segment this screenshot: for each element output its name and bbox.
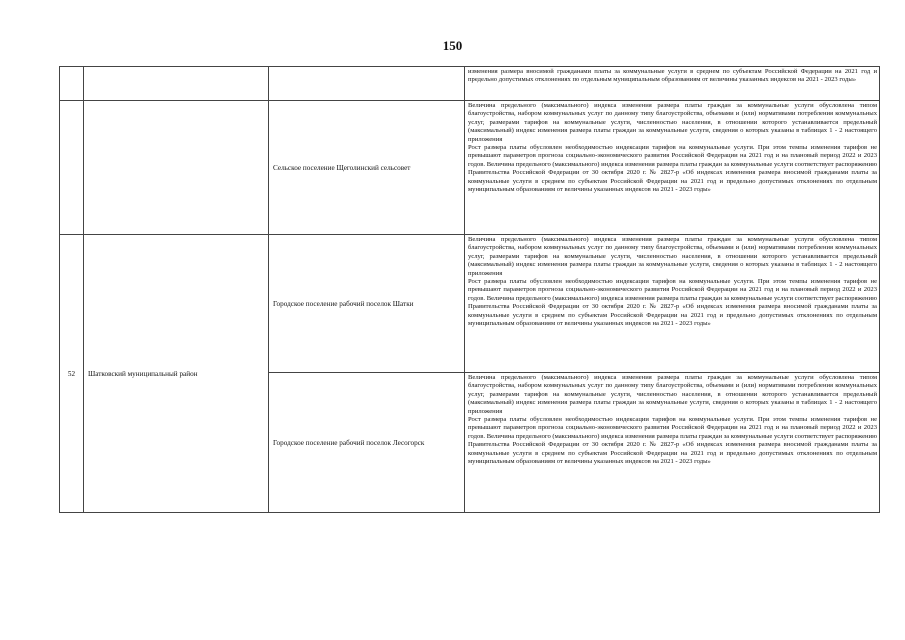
municipality-cell: [84, 101, 269, 235]
settlement-cell: Городское поселение рабочий поселок Шатки: [269, 235, 465, 373]
justification-cell: [465, 235, 880, 373]
page-number: 150: [442, 38, 463, 53]
justification-paragraph: Величина предельного (максимального) индекса изменения размера платы граждан за коммунальные услуги обусловлена типом благоустройства, набором коммунальных услуг по данному типу благоустройства, объемами и (или) нормативами потребления коммунальных услуг, размерами тарифов на коммунальные услуги, численностью населения, в отношении которого устанавливается предельный (максимальный) индекс изменения размера платы граждан за коммунальные услуги, сведения о которых указаны в таблицах 1 - 2 настоящего приложения: [468, 102, 877, 143]
table-row: [60, 235, 880, 373]
municipality-cell: Шатковский муниципальный район: [84, 235, 269, 513]
table-row: [60, 101, 880, 235]
justification-paragraph: Рост размера платы обусловлен необходимостью индексации тарифов на коммунальные услуги. При этом темпы изменения тарифов не превышают параметров прогноза социально-экономического развития Российской Федерации на 2021 год и на плановый период 2022 и 2023 годов. Величина предельного (максимального) индекса изменения размера платы граждан за коммунальные услуги соответствует распоряжению Правительства Российской Федерации от 30 октября 2020 г. № 2827-р «Об индексах изменения размера вносимой гражданами платы за коммунальные услуги в среднем по субъектам Российской Федерации на 2021 год и предельно допустимых отклонениях по отдельным муниципальным образованиям от величины указанных индексов на 2021 - 2023 годы»: [468, 144, 877, 194]
justification-paragraph: Величина предельного (максимального) индекса изменения размера платы граждан за коммунальные услуги обусловлена типом благоустройства, набором коммунальных услуг по данному типу благоустройства, объемами и (или) нормативами потребления коммунальных услуг, размерами тарифов на коммунальные услуги, численностью населения, в отношении которого устанавливается предельный (максимальный) индекс изменения размера платы граждан за коммунальные услуги, сведения о которых указаны в таблицах 1 - 2 настоящего приложения: [468, 374, 877, 415]
settlement-cell: Городское поселение рабочий поселок Лесогорск: [269, 373, 465, 513]
table-row: [60, 67, 880, 101]
indices-table: [59, 66, 880, 513]
settlement-cell: Сельское поселение Щеголинский сельсовет: [269, 101, 465, 235]
justification-cell: [465, 373, 880, 513]
justification-paragraph: Рост размера платы обусловлен необходимостью индексации тарифов на коммунальные услуги. При этом темпы изменения тарифов не превышают параметров прогноза социально-экономического развития Российской Федерации на 2021 год и на плановый период 2022 и 2023 годов. Величина предельного (максимального) индекса изменения размера платы граждан за коммунальные услуги соответствует распоряжению Правительства Российской Федерации от 30 октября 2020 г. № 2827-р «Об индексах изменения размера вносимой гражданами платы за коммунальные услуги в среднем по субъектам Российской Федерации на 2021 год и предельно допустимых отклонениях по отдельным муниципальным образованиям от величины указанных индексов на 2021 - 2023 годы»: [468, 278, 877, 328]
municipality-cell: [84, 67, 269, 101]
justification-cell: [465, 101, 880, 235]
settlement-cell: [269, 67, 465, 101]
justification-paragraph: Рост размера платы обусловлен необходимостью индексации тарифов на коммунальные услуги. При этом темпы изменения тарифов не превышают параметров прогноза социально-экономического развития Российской Федерации на 2021 год и на плановый период 2022 и 2023 годов. Величина предельного (максимального) индекса изменения размера платы граждан за коммунальные услуги соответствует распоряжению Правительства Российской Федерации от 30 октября 2020 г. № 2827-р «Об индексах изменения размера вносимой гражданами платы за коммунальные услуги в среднем по субъектам Российской Федерации на 2021 год и предельно допустимых отклонениях по отдельным муниципальным образованиям от величины указанных индексов на 2021 - 2023 годы»: [468, 416, 877, 466]
row-number-cell: 52: [60, 235, 84, 513]
justification-cell: [465, 67, 880, 101]
justification-paragraph: Величина предельного (максимального) индекса изменения размера платы граждан за коммунальные услуги обусловлена типом благоустройства, набором коммунальных услуг по данному типу благоустройства, объемами и (или) нормативами потребления коммунальных услуг, размерами тарифов на коммунальные услуги, численностью населения, в отношении которого устанавливается предельный (максимальный) индекс изменения размера платы граждан за коммунальные услуги, сведения о которых указаны в таблицах 1 - 2 настоящего приложения: [468, 236, 877, 277]
row-number-cell: [60, 101, 84, 235]
justification-paragraph: изменения размера вносимой гражданами платы за коммунальные услуги в среднем по субъектам Российской Федерации на 2021 год и предельно допустимых отклонениях по отдельным муниципальным образованиям от величины указанных индексов на 2021 - 2023 годы»: [468, 68, 877, 84]
row-number-cell: [60, 67, 84, 101]
